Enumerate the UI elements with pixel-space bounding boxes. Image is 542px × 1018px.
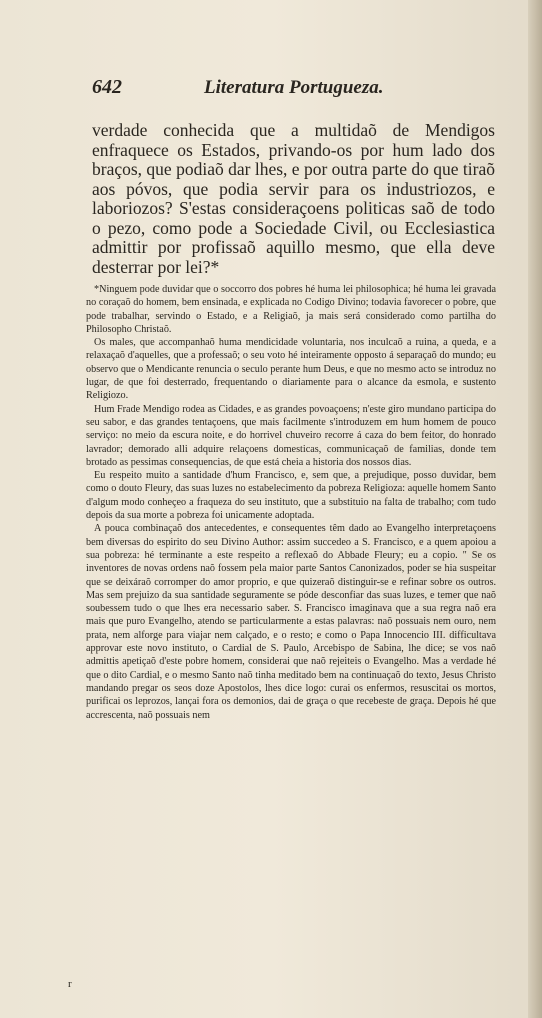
footnote-paragraph: Os males, que accompanhaõ huma mendicidade voluntaria, nos inculcaõ a ruina, a queda, e a relaxaçaõ d'aquelles, que a professaõ; o seu voto hé inteiramente opposto á separaçaõ do mundo; eu observo que o Mendicante renuncia o seculo perante hum Deus, e que no mesmo acto se introduz no lugar, de que foi desterrado, frequentando o diariamente para o alcance da esmola, e sustento Religiozo. [86, 337, 496, 402]
footnotes [86, 283, 496, 722]
footnote-paragraph: A pouca combinaçaõ dos antecedentes, e consequentes têm dado ao Evangelho interpretaçoens bem diversas do espirito do seu Divino Author: assim succedeo a S. Francisco, e a quem apoiou a sua pobreza: hé terminante a este respeito a reflexaõ do Abbade Fleury; eu a copio. " Se os inventores de novas ordens naõ fossem pela maior parte Santos Canonizados, poder se hia suspeitar que se deixáraõ corromper do amor proprio, e que quizeraõ distinguir-se e refinar sobre os outros. Mas sem prejuizo da sua santidade seguramente se póde desconfiar das suas luzes, e temer que naõ soubessem tudo o que lhes era necessario saber. S. Francisco imaginava que a sua regra naõ era mais que puro Evangelho, atendo se particularmente a estas palavras: naõ possuais nem ouro, nem prata, nem alforge para viajar nem calçado, e o resto; e como o Papa Innocencio III. difficultava approvar este novo instituto, o Cardial de S. Paulo, Arcebispo de Sabina, lhe dice; se vos naõ admittis apetiçaõ d'este pobre homem, considerai que naõ rejeiteis o Evangelho. Mas a verdade hé que o dito Cardial, e o mesmo Santo naõ tinha meditado bem na continuaçaõ do texto, Jesus Christo mandando pregar os seos doze Apostolos, lhes dice logo: curai os enfermos, resuscitai os mortos, purificai os leprozos, lançai fora os demonios, dai de graça o que recebeste de graça. Depois hé que accrescenta, naõ possuais nem [86, 523, 496, 721]
footnote-paragraph: *Ninguem pode duvidar que o soccorro dos pobres hé huma lei philosophica; hé huma lei gravada no coraçaõ do homem, bem ensinada, e explicada no Codigo Divino; todavia favorecer o pobre, que pode trabalhar, servindo o Estado, e a Religiaõ, ja mais será considerado como partilha do Philosopho Christaõ. [86, 284, 496, 335]
book-spine-shadow [528, 0, 542, 1018]
page-number: 642 [92, 76, 122, 98]
footnote-paragraph: Hum Frade Mendigo rodea as Cidades, e as grandes povoaçoens; n'este giro mundano participa do seu sabor, e das grandes tentaçoens, que mais facilmente s'introduzem em hum homem de pouco serviço: no meio da escura noite, e do horrivel chuveiro recorre á caza do bem feitor, do honrado lavrador; demorado alli adquire relaçoens domesticas, communicaçaõ de familias, donde tem brotado as pessimas consequencias, de que está cheia a historia dos nossos dias. [86, 403, 496, 468]
page-header [92, 76, 392, 104]
corner-mark: r [68, 978, 72, 990]
main-paragraph: verdade conhecida que a multidaõ de Mendigos enfraquece os Estados, privando-os por hum lado dos braços, que podiaõ dar lhes, e por outra parte do que tiraõ aos póvos, que podia servir para os industriozos, e laboriozos? S'estas consideraçoens politicas saõ de todo o pezo, como pode a Sociedade Civil, ou Ecclesiastica admittir por profissaõ aquillo mesmo, que ella deve desterrar por lei?* [92, 120, 495, 277]
running-title: Literatura Portugueza. [204, 77, 384, 98]
footnote-paragraph: Eu respeito muito a santidade d'hum Francisco, e, sem que, a prejudique, posso duvidar, bem como o douto Fleury, das suas luzes no estabelecimento da pobreza Religioza: aquelle homem Santo d'algum modo conheçeo a fraqueza do seu instituto, que a substituio na falta de trabalho; com tudo depois da sua morte a pobreza foi unicamente adoptada. [86, 470, 496, 522]
